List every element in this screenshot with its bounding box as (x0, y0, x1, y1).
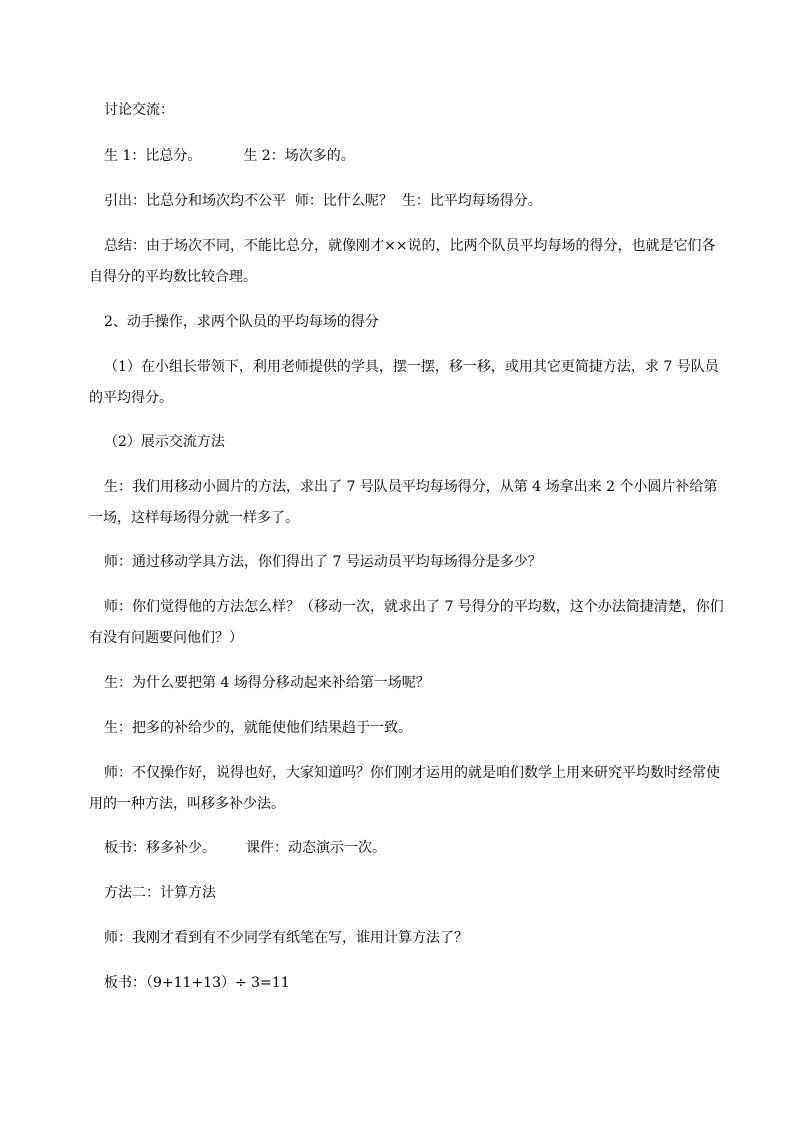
paragraph-board-notes (104, 833, 724, 864)
paragraph-student-reply: 生：把多的补给少的，就能使他们结果趋于一致。 (104, 720, 412, 736)
paragraph-board-formula: 板书：（9+11+13）÷ 3=11 (104, 975, 290, 991)
paragraph-discussion-heading: 讨论交流： (104, 102, 174, 118)
student-2-answer: 生 2：场次多的。 (243, 148, 355, 164)
paragraph-teacher-observation: 师：我刚才看到有不少同学有纸笔在写，谁用计算方法了？ (104, 930, 468, 946)
board-note: 板书：移多补少。 (104, 840, 216, 856)
student-1-answer: 生 1：比总分。 (104, 148, 202, 164)
paragraph-student-question: 生：为什么要把第 4 场得分移动起来补给第一场呢？ (104, 675, 430, 691)
paragraph-student-method: 生：我们用移动小圆片的方法，求出了 7 号队员平均每场得分，从第 4 场拿出来 2 个小圆片补给第一场，这样每场得分就一样多了。 (89, 479, 718, 526)
paragraph-summary: 总结：由于场次不同，不能比总分，就像刚才××说的，比两个队员平均每场的得分，也就是它们各自得分的平均数比较合理。 (89, 238, 716, 285)
paragraph-student-answers (104, 141, 724, 172)
paragraph-step-1: （1）在小组长带领下，利用老师提供的学具，摆一摆，移一移，或用其它更简捷方法，求 7 号队员的平均得分。 (89, 359, 719, 406)
paragraph-step-2: （2）展示交流方法 (104, 434, 225, 450)
paragraph-teacher-comment: 师：你们觉得他的方法怎么样？（移动一次，就求出了 7 号得分的平均数，这个办法简捷清楚，你们有没有问题要问他们？） (89, 599, 724, 646)
paragraph-lead-out: 引出：比总分和场次均不公平 师：比什么呢？ 生：比平均每场得分。 (104, 193, 542, 209)
courseware-note: 课件：动态演示一次。 (246, 840, 386, 856)
paragraph-teacher-explanation: 师：不仅操作好，说得也好，大家知道吗？你们刚才运用的就是咱们数学上用来研究平均数时经常使用的一种方法，叫移多补少法。 (89, 765, 720, 812)
paragraph-section-2-heading: 2、动手操作，求两个队员的平均每场的得分 (104, 314, 379, 330)
paragraph-method-2-heading: 方法二：计算方法 (104, 885, 216, 901)
paragraph-teacher-question: 师：通过移动学具方法，你们得出了 7 号运动员平均每场得分是多少？ (104, 554, 542, 570)
